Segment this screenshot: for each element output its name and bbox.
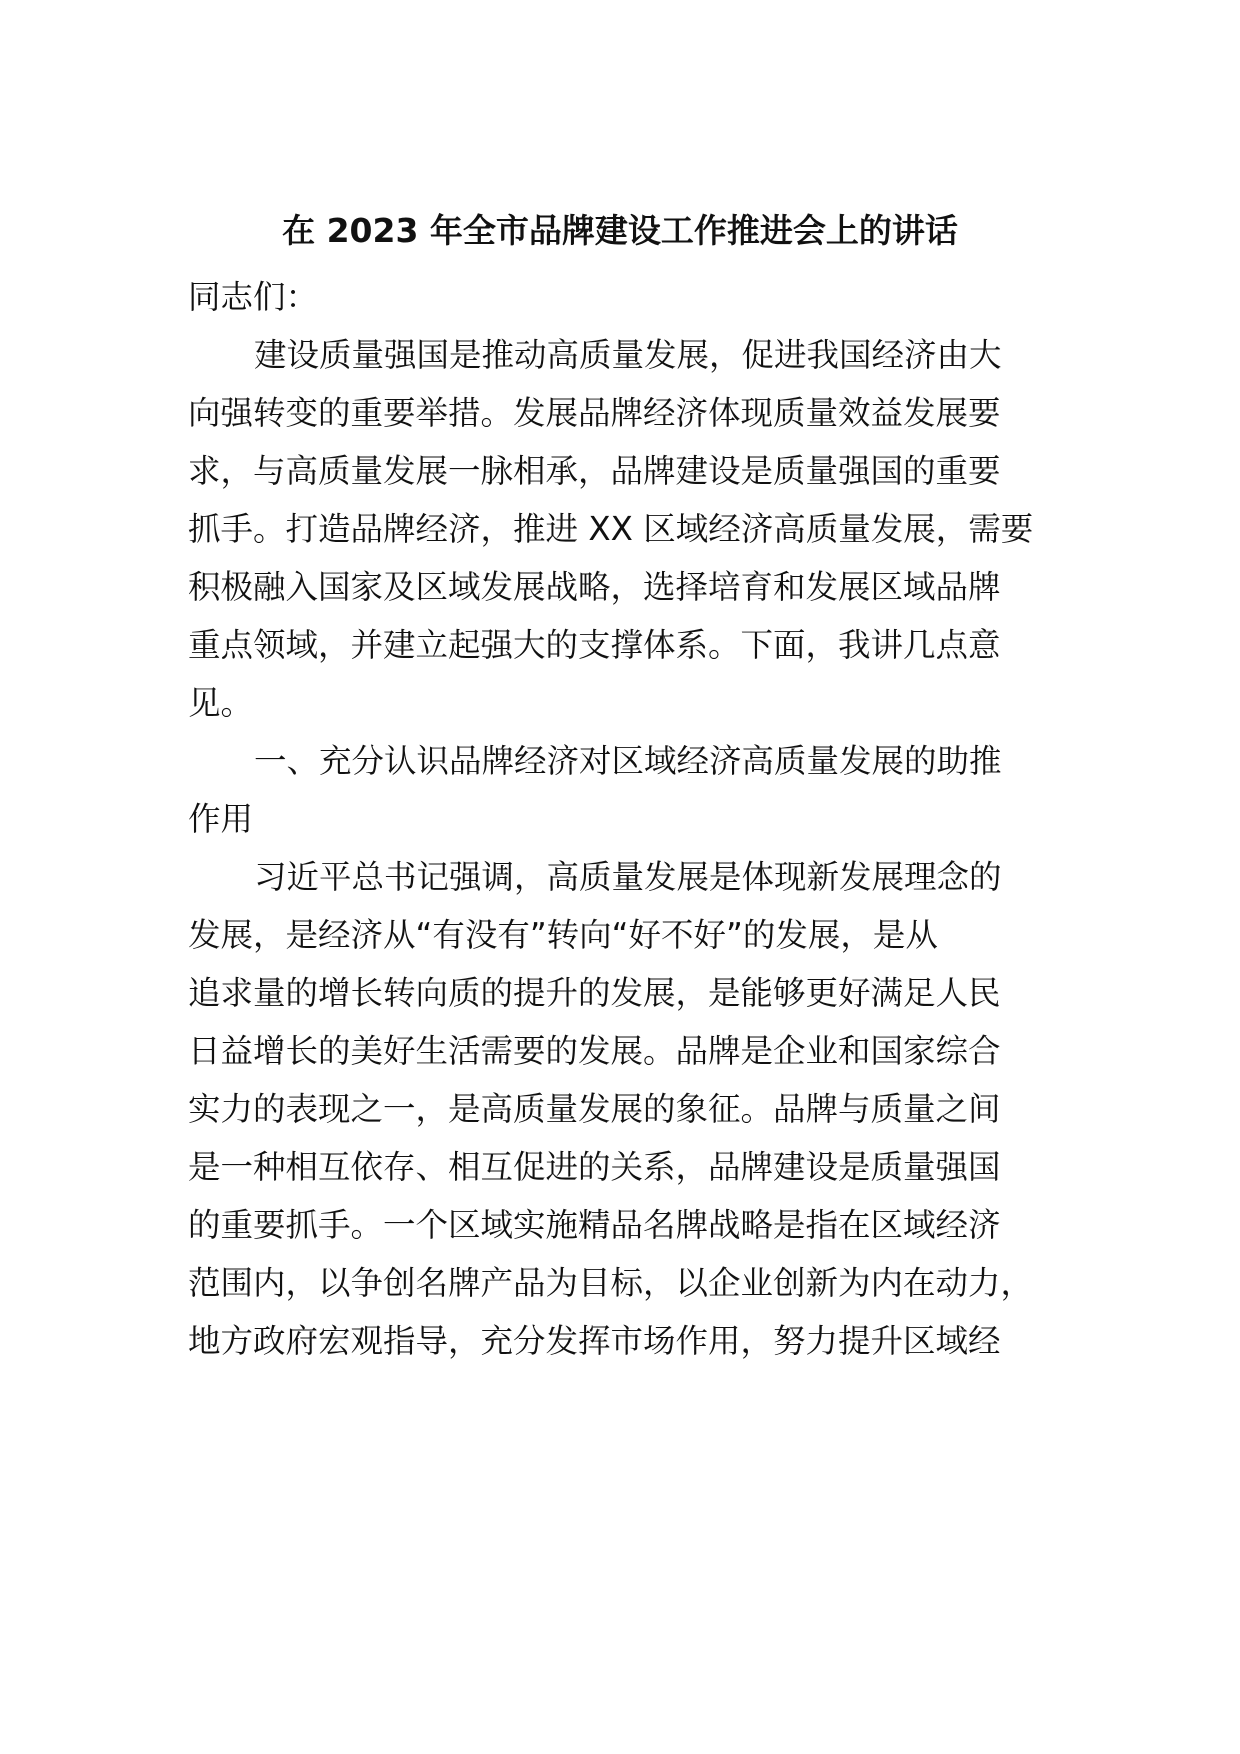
body-text-line: 一、充分认识品牌经济对区域经济高质量发展的助推 xyxy=(254,742,1002,780)
body-text-line: 的重要抓手。一个区域实施精品名牌战略是指在区域经济 xyxy=(188,1206,1001,1244)
body-text-line: 日益增长的美好生活需要的发展。品牌是企业和国家综合 xyxy=(188,1032,1001,1070)
body-text-line: 见。 xyxy=(188,684,254,722)
body-text-line: 范围内，以争创名牌产品为目标，以企业创新为内在动力， xyxy=(188,1264,1034,1302)
body-text-line: 向强转变的重要举措。发展品牌经济体现质量效益发展要 xyxy=(188,394,1001,432)
body-text-line: 实力的表现之一，是高质量发展的象征。品牌与质量之间 xyxy=(188,1090,1001,1128)
body-text-line: 求，与高质量发展一脉相承，品牌建设是质量强国的重要 xyxy=(188,452,1001,490)
body-text-line: 习近平总书记强调，高质量发展是体现新发展理念的 xyxy=(254,858,1002,896)
body-text-line: 抓手。打造品牌经济，推进 XX 区域经济高质量发展，需要 xyxy=(188,510,1034,548)
body-text-line: 是一种相互依存、相互促进的关系，品牌建设是质量强国 xyxy=(188,1148,1001,1186)
body-text-line: 积极融入国家及区域发展战略，选择培育和发展区域品牌 xyxy=(188,568,1001,606)
body-text-line: 同志们： xyxy=(188,278,319,316)
body-text-line: 发展，是经济从“有没有”转向“好不好”的发展，是从 xyxy=(188,916,938,954)
body-text-line: 作用 xyxy=(188,800,254,838)
body-text-line: 追求量的增长转向质的提升的发展，是能够更好满足人民 xyxy=(188,974,1001,1012)
body-text-line: 地方政府宏观指导，充分发挥市场作用，努力提升区域经 xyxy=(188,1322,1001,1360)
body-text-line: 建设质量强国是推动高质量发展，促进我国经济由大 xyxy=(254,336,1002,374)
document-title: 在 2023 年全市品牌建设工作推进会上的讲话 xyxy=(282,211,958,250)
body-text-line: 重点领域，并建立起强大的支撑体系。下面，我讲几点意 xyxy=(188,626,1001,664)
